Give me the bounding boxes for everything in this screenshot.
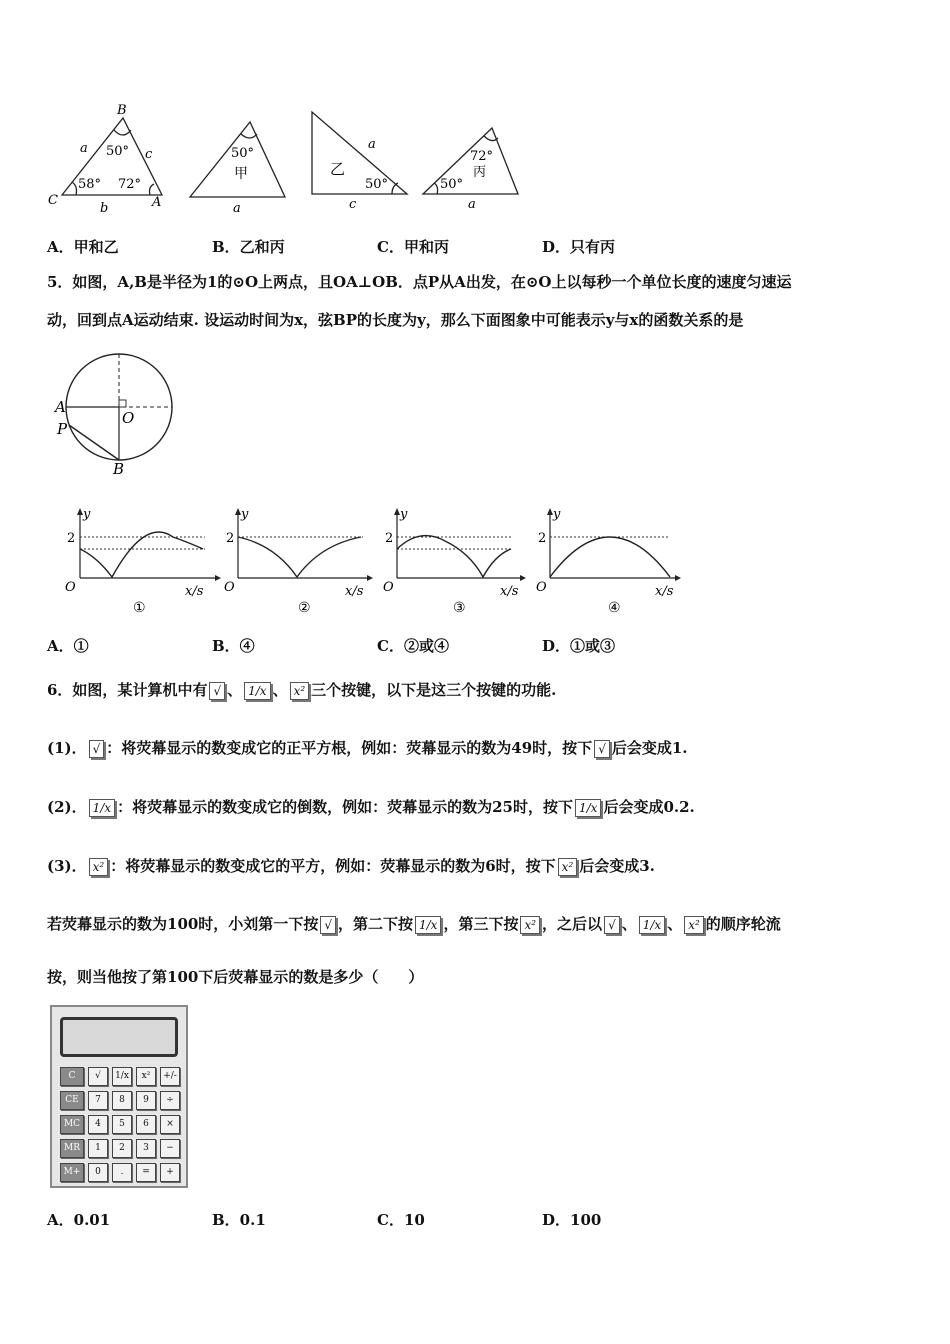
calc-key: 8 xyxy=(112,1091,132,1110)
svg-text:c: c xyxy=(145,147,153,162)
q5-option-c[interactable]: C．②或④ xyxy=(377,637,449,655)
calc-key: . xyxy=(112,1163,132,1182)
svg-text:c: c xyxy=(349,197,357,212)
q6-option-b[interactable]: B．0.1 xyxy=(212,1211,266,1229)
square-key-icon: x² xyxy=(290,682,310,700)
svg-text:O: O xyxy=(65,580,76,595)
sqrt-key-icon: √ xyxy=(604,916,620,934)
q5-option-a[interactable]: A．① xyxy=(47,637,89,655)
svg-text:50°: 50° xyxy=(365,177,389,192)
q6-problem-line1: 若荧幕显示的数为100时，小刘第一下按 √ ，第二下按 1/x ，第三下按 x² ，之后以 √ 、 1/x 、 x² 的顺序轮流 xyxy=(47,915,781,933)
q6-rule-1: (1)． √ ：将荧幕显示的数变成它的正平方根，例如：荧幕显示的数为49时，按下 √ 后会变成1. xyxy=(47,739,688,757)
graph-3 xyxy=(383,507,526,616)
q4-option-b[interactable]: B．乙和丙 xyxy=(212,238,285,256)
q5-text-line2: 动，回到点A运动结束. 设运动时间为x，弦BP的长度为y，那么下面图象中可能表示y与x的函数关系的是 xyxy=(47,311,744,329)
inverse-key-icon: 1/x xyxy=(89,799,115,817)
graph-4 xyxy=(536,507,681,616)
svg-text:2: 2 xyxy=(67,531,76,546)
svg-text:58°: 58° xyxy=(78,177,102,192)
triangle-figures xyxy=(40,100,540,215)
svg-text:72°: 72° xyxy=(470,149,494,164)
svg-text:甲: 甲 xyxy=(234,166,248,182)
inverse-key-icon: 1/x xyxy=(575,799,601,817)
inverse-key-icon: 1/x xyxy=(415,916,441,934)
square-key-icon: x² xyxy=(89,858,109,876)
calc-key: × xyxy=(160,1115,180,1134)
svg-text:x/s: x/s xyxy=(185,584,204,599)
svg-text:50°: 50° xyxy=(231,146,255,161)
calc-key: 1/x xyxy=(112,1067,132,1086)
calc-key: 5 xyxy=(112,1115,132,1134)
label-B: B xyxy=(117,103,127,118)
svg-text:y: y xyxy=(400,507,408,522)
svg-text:2: 2 xyxy=(538,531,547,546)
svg-text:④: ④ xyxy=(608,600,621,616)
function-graphs xyxy=(45,505,705,620)
sqrt-key-icon: √ xyxy=(594,740,610,758)
svg-text:P: P xyxy=(57,420,68,438)
q6-rule-2: (2)． 1/x ：将荧幕显示的数变成它的倒数，例如：荧幕显示的数为25时，按下 1/x 后会变成0.2. xyxy=(47,798,695,816)
svg-text:a: a xyxy=(368,137,376,152)
calc-key: 2 xyxy=(112,1139,132,1158)
svg-text:50°: 50° xyxy=(106,144,130,159)
svg-text:③: ③ xyxy=(453,600,466,616)
label-A: A xyxy=(152,195,162,210)
svg-text:乙: 乙 xyxy=(330,160,346,178)
svg-text:y: y xyxy=(83,507,91,522)
calc-key: 9 xyxy=(136,1091,156,1110)
calc-key: MC xyxy=(60,1115,84,1134)
calculator-screen xyxy=(60,1017,178,1057)
calc-key: 1 xyxy=(88,1139,108,1158)
q6-option-d[interactable]: D．100 xyxy=(542,1211,602,1229)
inverse-key-icon: 1/x xyxy=(244,682,270,700)
svg-text:O: O xyxy=(383,580,394,595)
svg-text:a: a xyxy=(233,201,241,215)
circle-figure xyxy=(50,350,190,480)
svg-text:a: a xyxy=(468,197,476,212)
svg-text:50°: 50° xyxy=(440,177,464,192)
svg-text:A: A xyxy=(55,398,66,416)
svg-text:丙: 丙 xyxy=(473,165,487,180)
sqrt-key-icon: √ xyxy=(209,682,225,700)
calc-key: CE xyxy=(60,1091,84,1110)
calc-key: 7 xyxy=(88,1091,108,1110)
svg-text:x/s: x/s xyxy=(500,584,519,599)
square-key-icon: x² xyxy=(684,916,704,934)
square-key-icon: x² xyxy=(558,858,578,876)
svg-text:y: y xyxy=(241,507,249,522)
calc-key: M+ xyxy=(60,1163,84,1182)
calc-key: 6 xyxy=(136,1115,156,1134)
svg-text:2: 2 xyxy=(385,531,394,546)
calc-key: +/- xyxy=(160,1067,180,1086)
svg-text:O: O xyxy=(224,580,235,595)
graph-2 xyxy=(224,507,373,616)
square-key-icon: x² xyxy=(520,916,540,934)
q6-problem-line2: 按，则当他按了第100下后荧幕显示的数是多少（ ） xyxy=(47,968,424,986)
svg-text:x/s: x/s xyxy=(655,584,674,599)
triangle-3 xyxy=(312,112,407,194)
calc-key: = xyxy=(136,1163,156,1182)
q6-option-c[interactable]: C．10 xyxy=(377,1211,425,1229)
q4-option-d[interactable]: D．只有丙 xyxy=(542,238,616,256)
svg-text:①: ① xyxy=(133,600,146,616)
calc-key: C xyxy=(60,1067,84,1086)
calc-key: 0 xyxy=(88,1163,108,1182)
svg-text:2: 2 xyxy=(226,531,235,546)
q5-option-b[interactable]: B．④ xyxy=(212,637,255,655)
q4-option-a[interactable]: A．甲和乙 xyxy=(47,238,119,256)
calc-key: + xyxy=(160,1163,180,1182)
svg-text:y: y xyxy=(553,507,561,522)
graph-1 xyxy=(65,507,221,616)
calc-key: √ xyxy=(88,1067,108,1086)
calc-key: x² xyxy=(136,1067,156,1086)
svg-text:B: B xyxy=(113,460,125,478)
calculator-image xyxy=(50,1005,188,1188)
q5-option-d[interactable]: D．①或③ xyxy=(542,637,616,655)
svg-text:x/s: x/s xyxy=(345,584,364,599)
svg-text:O: O xyxy=(536,580,547,595)
svg-text:②: ② xyxy=(298,600,311,616)
sqrt-key-icon: √ xyxy=(320,916,336,934)
svg-text:72°: 72° xyxy=(118,177,142,192)
q6-option-a[interactable]: A．0.01 xyxy=(47,1211,111,1229)
inverse-key-icon: 1/x xyxy=(639,916,665,934)
calc-key: ÷ xyxy=(160,1091,180,1110)
label-C: C xyxy=(48,193,58,208)
q4-option-c[interactable]: C．甲和丙 xyxy=(377,238,449,256)
q6-rule-3: (3)． x² ：将荧幕显示的数变成它的平方，例如：荧幕显示的数为6时，按下 x² 后会变成3. xyxy=(47,857,655,875)
calculator-keypad xyxy=(60,1067,184,1182)
svg-text:O: O xyxy=(122,409,135,427)
calc-key: 3 xyxy=(136,1139,156,1158)
calc-key: 4 xyxy=(88,1115,108,1134)
q5-text-line1: 5．如图，A,B是半径为1的⊙O上两点，且OA⊥OB．点P从A出发，在⊙O上以每秒一个单位长度的速度匀速运 xyxy=(47,273,792,291)
svg-text:b: b xyxy=(100,201,109,215)
q6-intro: 6．如图，某计算机中有 √ 、 1/x 、 x² 三个按键，以下是这三个按键的功能. xyxy=(47,681,557,699)
calc-key: MR xyxy=(60,1139,84,1158)
svg-text:a: a xyxy=(80,141,88,156)
sqrt-key-icon: √ xyxy=(89,740,105,758)
calc-key: − xyxy=(160,1139,180,1158)
